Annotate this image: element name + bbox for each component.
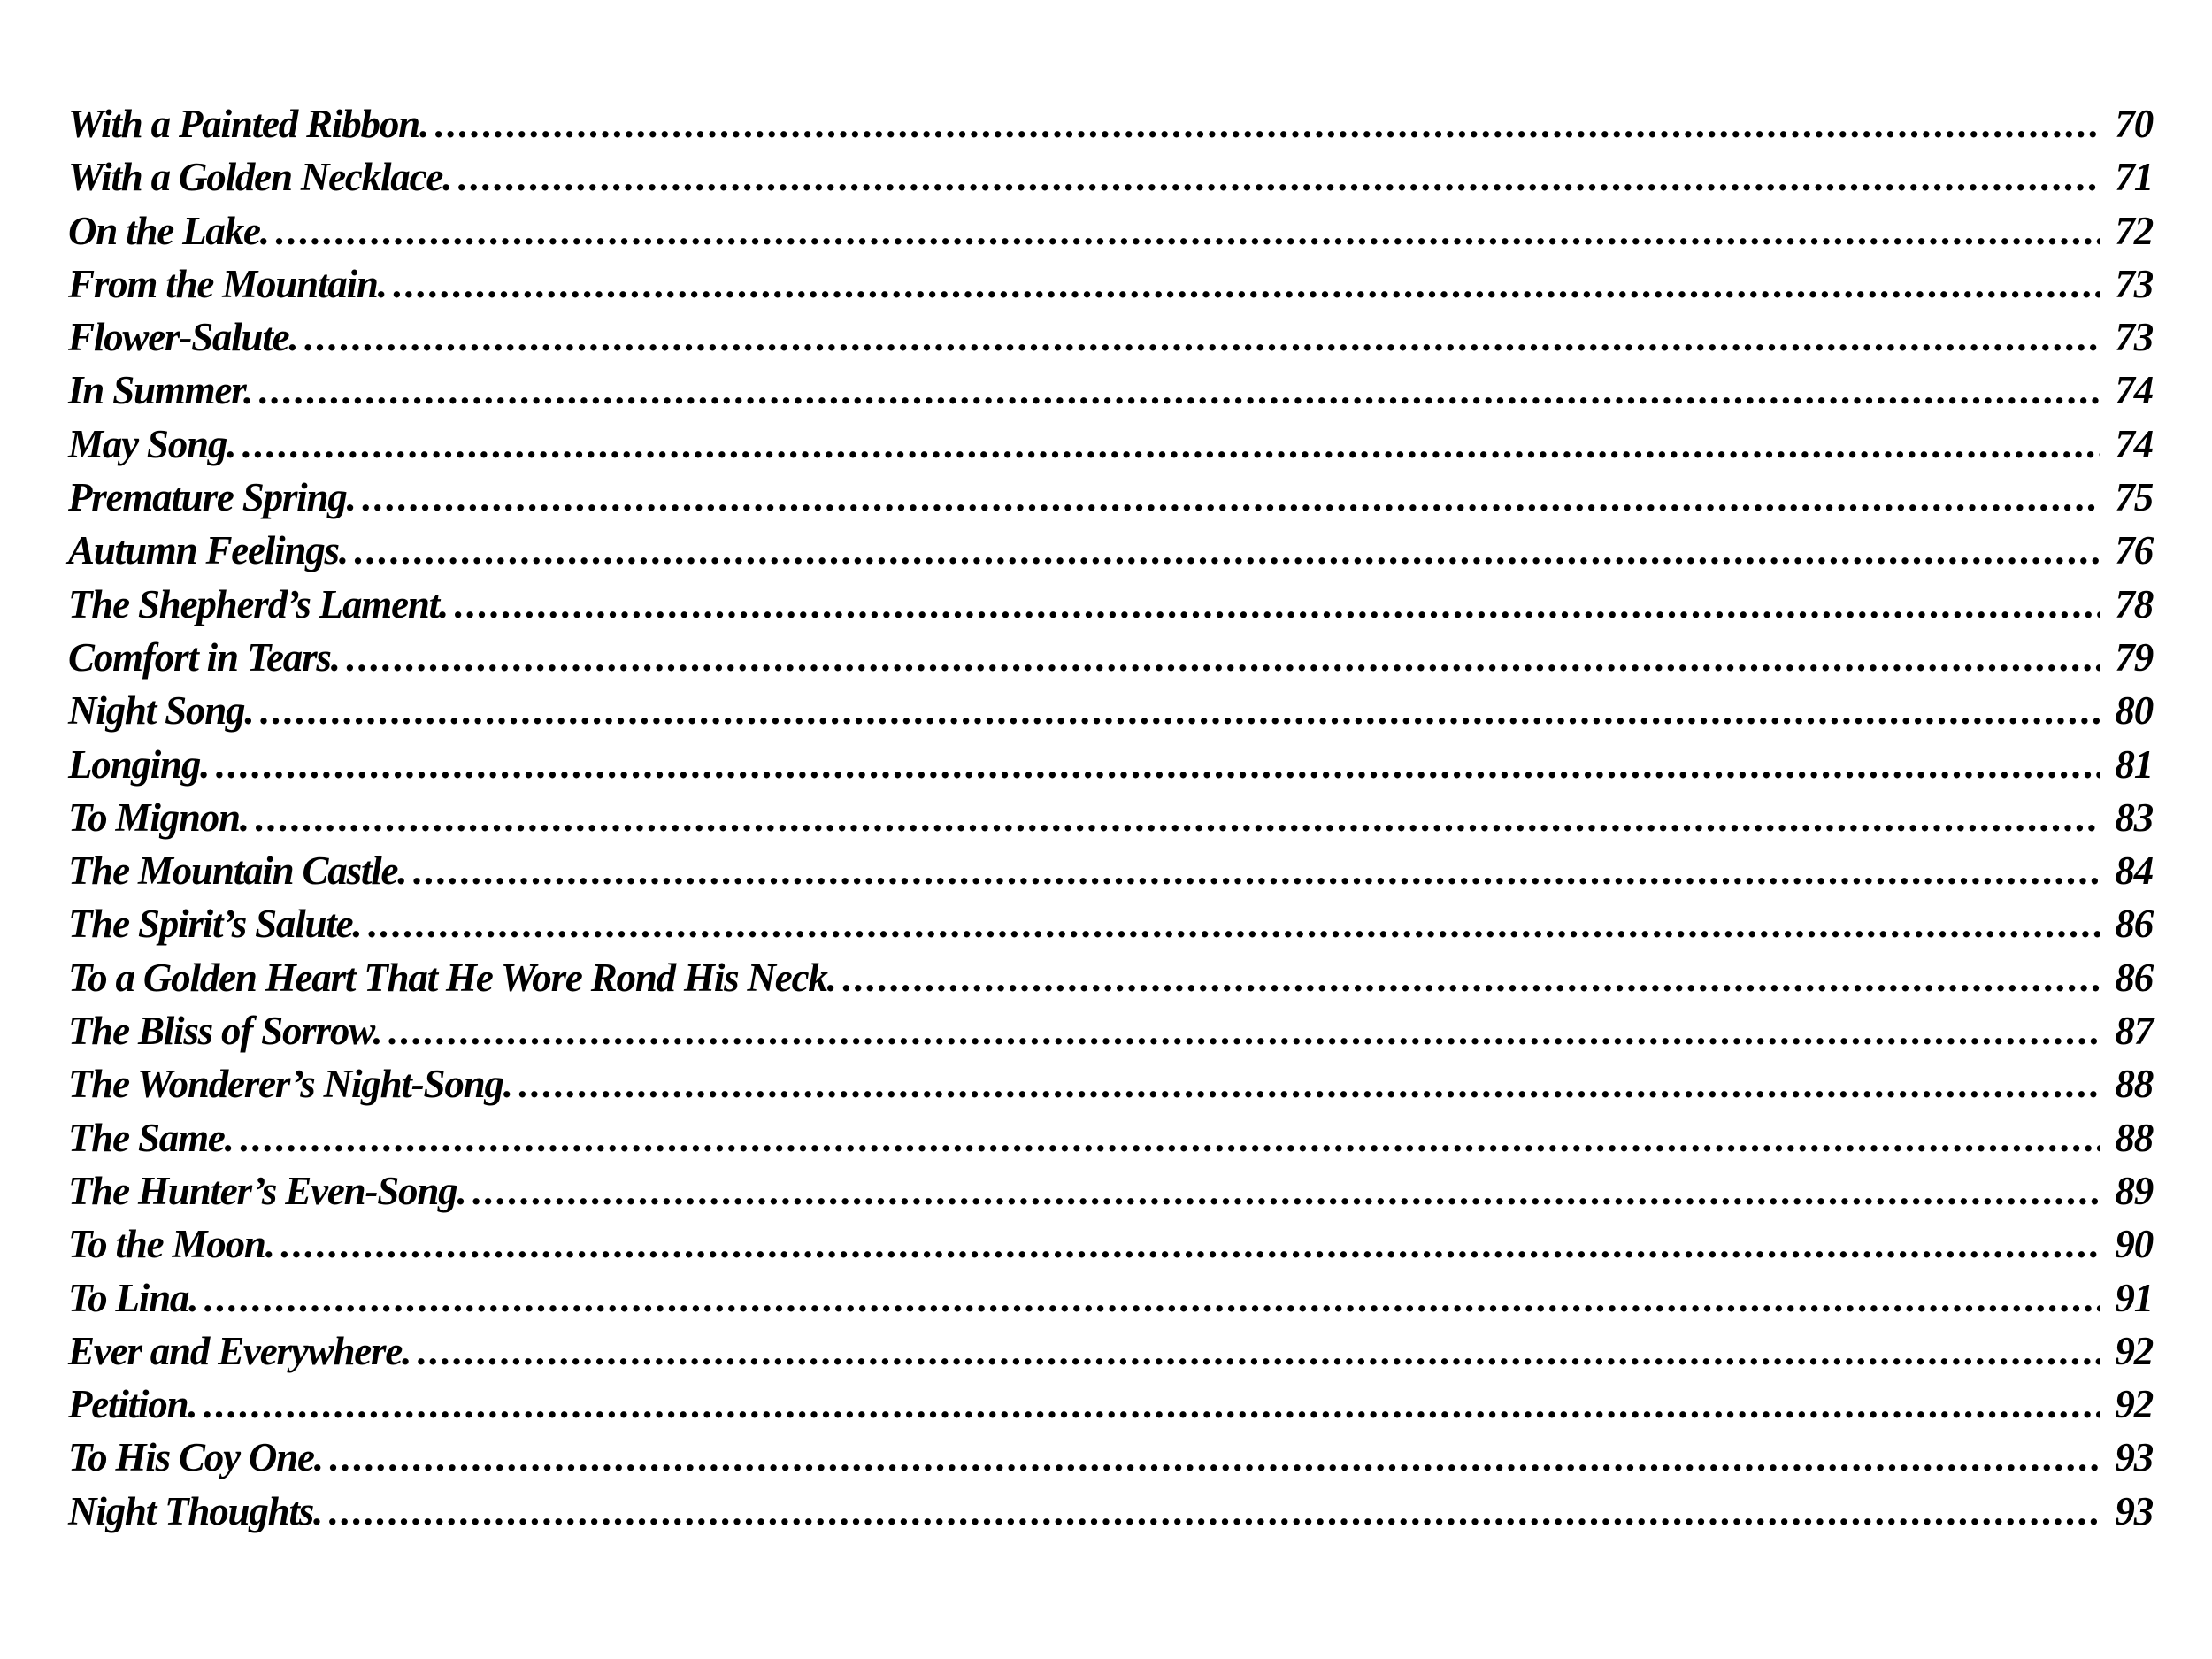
toc-entry-title: To a Golden Heart That He Wore Rond His Neck.	[68, 955, 836, 1000]
toc-entry	[68, 1381, 2153, 1434]
dot-leader	[203, 1275, 2100, 1321]
toc-entry	[68, 741, 2153, 795]
dot-leader	[411, 848, 2100, 894]
toc-entry-page-number: 80	[2115, 688, 2153, 733]
toc-entry-page-number: 86	[2115, 902, 2153, 947]
toc-entry-title: The Bliss of Sorrow.	[68, 1009, 382, 1054]
toc-entry-page-number: 93	[2115, 1488, 2153, 1533]
toc-entry-title: Night Song.	[68, 688, 254, 733]
toc-entry	[68, 581, 2153, 634]
toc-entry-page-number: 86	[2115, 955, 2153, 1000]
toc-entry-page-number: 71	[2115, 155, 2153, 200]
toc-entry	[68, 1115, 2153, 1168]
toc-entry-title: With a Golden Necklace.	[68, 155, 452, 200]
toc-entry-page-number: 76	[2115, 528, 2153, 573]
dot-leader	[328, 1434, 2100, 1480]
toc-entry-title: The Spirit’s Salute.	[68, 902, 362, 947]
toc-entry-page-number: 79	[2115, 634, 2153, 680]
toc-entry	[68, 901, 2153, 954]
toc-entry	[68, 261, 2153, 314]
toc-entry-page-number: 92	[2115, 1328, 2153, 1373]
dot-leader	[214, 741, 2100, 787]
toc-entry-page-number: 90	[2115, 1222, 2153, 1267]
toc-entry-page-number: 74	[2115, 368, 2153, 413]
dot-leader	[453, 581, 2100, 627]
toc-entry	[68, 955, 2153, 1008]
toc-entry	[68, 527, 2153, 580]
dot-leader	[434, 101, 2100, 147]
dot-leader	[202, 1381, 2100, 1427]
toc-entry-page-number: 70	[2115, 102, 2153, 146]
toc-entry	[68, 1061, 2153, 1114]
toc-entry-title: With a Painted Ribbon.	[68, 102, 429, 146]
dot-leader	[416, 1328, 2100, 1374]
dot-leader	[353, 527, 2100, 573]
toc-entry-title: To Lina.	[68, 1275, 198, 1320]
toc-entry-title: In Summer.	[68, 368, 253, 413]
toc-entry-title: Premature Spring.	[68, 475, 356, 520]
toc-entry-title: Longing.	[68, 741, 210, 787]
toc-entry-title: Autumn Feelings.	[68, 528, 348, 573]
toc-entry	[68, 474, 2153, 527]
toc-entry	[68, 1434, 2153, 1487]
toc-entry-title: From the Mountain.	[68, 261, 387, 306]
toc-entry	[68, 154, 2153, 207]
toc-entry-title: Ever and Everywhere.	[68, 1328, 411, 1373]
dot-leader	[257, 367, 2100, 413]
dot-leader	[241, 421, 2100, 467]
toc-entry-page-number: 87	[2115, 1009, 2153, 1054]
dot-leader	[366, 901, 2100, 947]
toc-entry-page-number: 84	[2115, 849, 2153, 894]
toc-entry-page-number: 88	[2115, 1115, 2153, 1160]
toc-entry-page-number: 72	[2115, 208, 2153, 253]
dot-leader	[392, 261, 2100, 307]
dot-leader	[258, 687, 2100, 733]
dot-leader	[254, 795, 2100, 841]
dot-leader	[387, 1008, 2100, 1054]
dot-leader	[345, 634, 2100, 680]
toc-entry-title: Flower-Salute.	[68, 315, 298, 360]
toc-entry-title: To the Moon.	[68, 1222, 274, 1267]
dot-leader	[327, 1488, 2100, 1534]
toc-entry-title: Comfort in Tears.	[68, 634, 340, 680]
toc-entry	[68, 367, 2153, 420]
toc-entry-page-number: 88	[2115, 1062, 2153, 1107]
toc-entry	[68, 848, 2153, 901]
toc-entry	[68, 421, 2153, 474]
dot-leader	[239, 1115, 2100, 1161]
toc-entry	[68, 687, 2153, 741]
toc-entry-page-number: 91	[2115, 1275, 2153, 1320]
dot-leader	[303, 314, 2100, 360]
toc-entry-title: To Mignon.	[68, 795, 249, 840]
toc-entry-page-number: 89	[2115, 1168, 2153, 1213]
dot-leader	[274, 208, 2100, 254]
toc-entry-page-number: 83	[2115, 795, 2153, 840]
toc-entry	[68, 1275, 2153, 1328]
toc-entry-page-number: 93	[2115, 1435, 2153, 1480]
dot-leader	[472, 1168, 2100, 1214]
toc-entry-title: On the Lake.	[68, 208, 269, 253]
toc-entry	[68, 634, 2153, 687]
toc-entry	[68, 208, 2153, 261]
toc-entry-page-number: 78	[2115, 581, 2153, 626]
toc-entry-page-number: 75	[2115, 475, 2153, 520]
toc-entry	[68, 795, 2153, 848]
toc-entry	[68, 1488, 2153, 1541]
toc-entry-page-number: 74	[2115, 421, 2153, 466]
toc-entry-page-number: 73	[2115, 261, 2153, 306]
dot-leader	[457, 154, 2100, 200]
table-of-contents	[68, 101, 2153, 1541]
toc-entry-page-number: 73	[2115, 315, 2153, 360]
toc-entry-title: The Wonderer’s Night-Song.	[68, 1062, 512, 1107]
toc-entry	[68, 1328, 2153, 1381]
toc-entry	[68, 1221, 2153, 1274]
toc-entry	[68, 1008, 2153, 1061]
toc-entry-title: To His Coy One.	[68, 1435, 323, 1480]
dot-leader	[280, 1221, 2100, 1267]
toc-entry	[68, 1168, 2153, 1221]
toc-entry-title: The Same.	[68, 1115, 234, 1160]
toc-entry-title: The Mountain Castle.	[68, 849, 407, 894]
toc-entry	[68, 314, 2153, 367]
toc-entry-title: The Shepherd’s Lament.	[68, 581, 449, 626]
toc-entry	[68, 101, 2153, 154]
toc-entry-title: May Song.	[68, 421, 236, 466]
toc-entry-page-number: 81	[2115, 741, 2153, 787]
dot-leader	[518, 1061, 2100, 1107]
toc-entry-title: Petition.	[68, 1382, 197, 1427]
toc-entry-title: Night Thoughts.	[68, 1488, 323, 1533]
toc-entry-title: The Hunter’s Even-Song.	[68, 1168, 466, 1213]
dot-leader	[361, 474, 2100, 520]
dot-leader	[841, 955, 2100, 1001]
toc-entry-page-number: 92	[2115, 1382, 2153, 1427]
